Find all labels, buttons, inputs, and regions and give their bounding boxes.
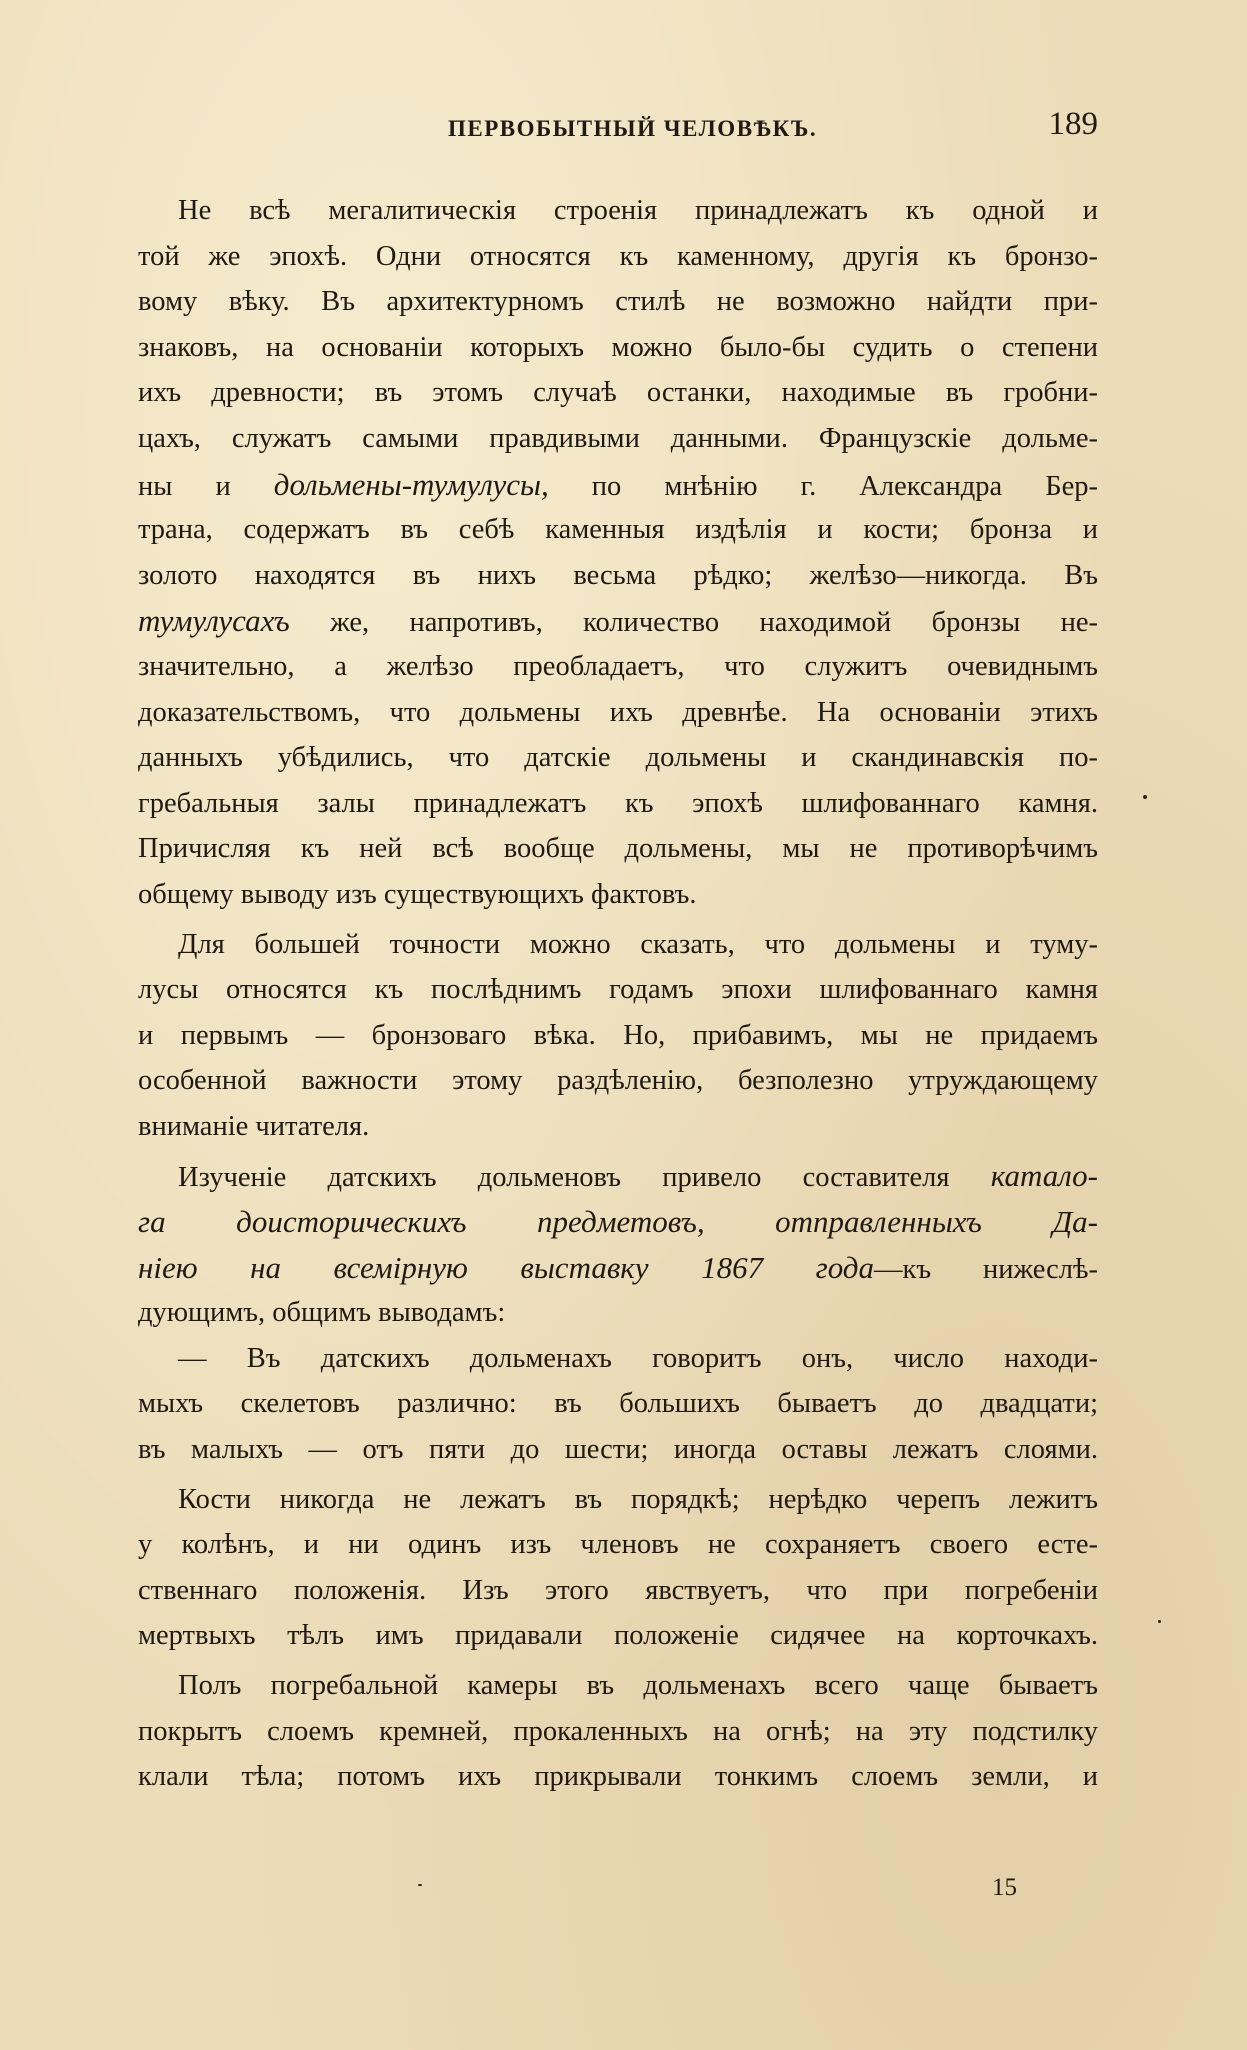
text-segment: и первымъ — бронзоваго вѣка. Но, прибавимъ, мы не придаемъ	[138, 1019, 1098, 1051]
text-segment: мыхъ скелетовъ различно: въ большихъ бываетъ до двадцати;	[138, 1388, 1098, 1420]
italic-segment: га доисторическихъ предметовъ, отправленныхъ Да-	[138, 1204, 1098, 1240]
text-line	[138, 690, 1098, 736]
text-line	[138, 1427, 1098, 1473]
text-segment: доказательствомъ, что дольмены ихъ древнѣе. На основаніи этихъ	[138, 696, 1098, 728]
text-segment: знаковъ, на основаніи которыхъ можно было-бы судить о степени	[138, 331, 1098, 363]
page-number: 189	[1048, 106, 1098, 142]
text-line	[138, 781, 1098, 827]
text-line	[138, 1104, 1098, 1150]
running-title: ПЕРВОБЫТНЫЙ ЧЕЛОВѢКЪ.	[448, 116, 818, 141]
text-line	[138, 1245, 1098, 1291]
text-segment: Полъ погребальной камеры въ дольменахъ всего чаще бываетъ	[178, 1670, 1098, 1701]
text-line	[138, 370, 1098, 416]
text-line	[138, 1290, 1098, 1336]
italic-segment: ніею на всемірную выставку 1867 года	[138, 1249, 874, 1285]
text-segment: цахъ, служатъ самыми правдивыми данными. Французскіе дольме-	[138, 422, 1098, 454]
text-line	[138, 967, 1098, 1013]
print-speck	[1143, 795, 1147, 799]
text-line	[138, 1568, 1098, 1614]
text-line	[138, 922, 1098, 968]
text-line	[138, 1522, 1098, 1568]
text-line	[138, 644, 1098, 690]
text-line	[138, 553, 1098, 599]
text-line	[138, 507, 1098, 553]
text-line	[138, 325, 1098, 371]
text-segment: въ малыхъ — отъ пяти до шести; иногда оставы лежатъ слоями.	[138, 1434, 1098, 1466]
text-segment: той же эпохѣ. Одни относятся къ каменному, другія къ бронзо-	[138, 240, 1098, 272]
text-segment: Не всѣ мегалитическія строенія принадлежатъ къ одной и	[178, 195, 1098, 226]
text-segment: особенной важности этому раздѣленію, безполезно утруждающему	[138, 1065, 1098, 1097]
text-line	[138, 1013, 1098, 1059]
text-segment: — Въ датскихъ дольменахъ говоритъ онъ, число находи-	[178, 1342, 1098, 1374]
text-line	[138, 1613, 1098, 1659]
text-line	[138, 1754, 1098, 1800]
text-segment: Причисляя къ ней всѣ вообще дольмены, мы не противорѣчимъ	[138, 833, 1098, 865]
page-header	[138, 106, 1098, 152]
text-line	[138, 234, 1098, 280]
text-segment: Для большей точности можно сказать, что дольмены и туму-	[178, 928, 1098, 960]
text-line	[138, 1153, 1098, 1199]
text-line	[138, 1199, 1098, 1245]
italic-segment: катало-	[990, 1158, 1098, 1194]
text-segment: ны и	[138, 470, 274, 502]
text-segment: дующимъ, общимъ выводамъ:	[138, 1297, 506, 1329]
text-segment: же, напротивъ, количество находимой бронзы не-	[289, 607, 1098, 639]
text-segment: ственнаго положенія. Изъ этого явствуетъ, что при погребеніи	[138, 1574, 1098, 1606]
text-line	[138, 826, 1098, 872]
text-segment: общему выводу изъ существующихъ фактовъ.	[138, 878, 697, 910]
text-segment: вому вѣку. Въ архитектурномъ стилѣ не возможно найдти при-	[138, 286, 1098, 318]
text-segment: Изученіе датскихъ дольменовъ привело составителя	[178, 1162, 991, 1194]
text-line	[138, 462, 1098, 508]
italic-segment: тумулусахъ	[138, 603, 290, 639]
body-text	[138, 188, 1098, 1800]
italic-segment: дольмены-тумулусы,	[273, 466, 549, 502]
text-line	[138, 1381, 1098, 1427]
text-line	[138, 1477, 1098, 1523]
text-line	[138, 1058, 1098, 1104]
text-line	[138, 188, 1098, 234]
text-line	[138, 1709, 1098, 1755]
text-segment: по мнѣнію г. Александра Бер-	[548, 470, 1098, 502]
text-line	[138, 1663, 1098, 1709]
text-segment: покрытъ слоемъ кремней, прокаленныхъ на огнѣ; на эту подстилку	[138, 1715, 1098, 1747]
text-segment: вниманіе читателя.	[138, 1110, 370, 1142]
text-segment: —къ нижеслѣ-	[873, 1253, 1098, 1285]
signature-mark: 15	[992, 1874, 1017, 1901]
text-line	[138, 598, 1098, 644]
text-line	[138, 279, 1098, 325]
text-line	[138, 416, 1098, 462]
text-segment: значительно, а желѣзо преобладаетъ, что служитъ очевиднымъ	[138, 650, 1098, 682]
text-segment: лусы относятся къ послѣднимъ годамъ эпохи шлифованнаго камня	[138, 974, 1098, 1006]
print-speck	[1158, 1620, 1161, 1623]
text-segment: Кости никогда не лежатъ въ порядкѣ; нерѣдко черепъ лежитъ	[178, 1483, 1098, 1515]
text-segment: данныхъ убѣдились, что датскіе дольмены и скандинавскія по-	[138, 742, 1098, 774]
text-segment: клали тѣла; потомъ ихъ прикрывали тонкимъ слоемъ земли, и	[138, 1761, 1098, 1793]
text-line	[138, 872, 1098, 918]
text-segment: золото находятся въ нихъ весьма рѣдко; желѣзо—никогда. Въ	[138, 559, 1098, 591]
text-segment: у колѣнъ, и ни одинъ изъ членовъ не сохраняетъ своего есте-	[138, 1529, 1098, 1561]
print-speck	[418, 1884, 422, 1886]
text-line	[138, 1336, 1098, 1382]
text-segment: гребальныя залы принадлежатъ къ эпохѣ шлифованнаго камня.	[138, 787, 1098, 819]
text-segment: трана, содержатъ въ себѣ каменныя издѣлія и кости; бронза и	[138, 514, 1098, 546]
text-segment: ихъ древности; въ этомъ случаѣ останки, находимые въ гробни-	[138, 377, 1098, 409]
text-line	[138, 735, 1098, 781]
text-segment: мертвыхъ тѣлъ имъ придавали положеніе сидячее на корточкахъ.	[138, 1620, 1098, 1652]
